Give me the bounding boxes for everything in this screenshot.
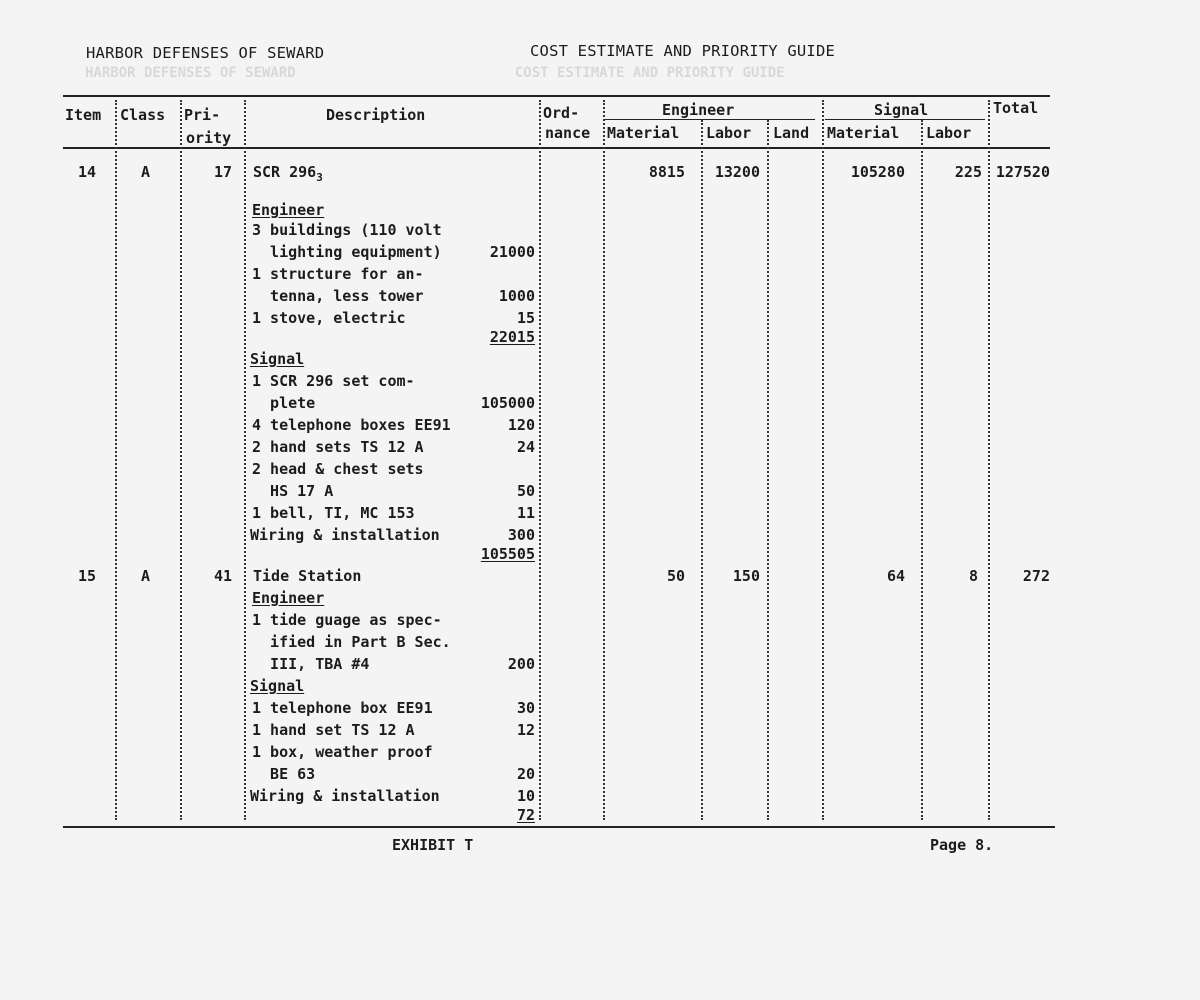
- item14-sig-amount: 50: [516, 482, 535, 500]
- col-sep-ordnance: [603, 100, 605, 820]
- item14-sig-line: plete: [252, 394, 316, 412]
- item15-number: 15: [78, 567, 97, 585]
- table-top-rule: [63, 95, 1050, 97]
- footer-page-number: Page 8.: [930, 836, 994, 854]
- item14-eng-line: 1 stove, electric: [252, 309, 406, 327]
- item15-engineer-heading: Engineer: [252, 589, 325, 607]
- item14-sig-line: 1 bell, TI, MC 153: [252, 504, 415, 522]
- item14-eng-amount: 1000: [498, 287, 535, 305]
- item15-sig-line: 1 box, weather proof: [252, 743, 433, 761]
- item15-class: A: [141, 567, 151, 585]
- engineer-sub-rule: [605, 119, 815, 120]
- col-priority-2: ority: [186, 129, 232, 147]
- item14-eng-labor: 13200: [714, 163, 760, 181]
- item15-eng-material: 50: [666, 567, 685, 585]
- signal-sub-rule: [825, 119, 985, 120]
- table-bottom-rule: [63, 826, 1055, 828]
- col-sig-labor: Labor: [926, 124, 972, 142]
- item14-total: 127520: [995, 163, 1050, 181]
- col-sep-priority: [244, 100, 246, 820]
- item15-eng-amount: 200: [507, 655, 535, 673]
- header-right-title: COST ESTIMATE AND PRIORITY GUIDE: [530, 42, 836, 60]
- col-description: Description: [326, 106, 426, 124]
- item14-title-subscript: 3: [316, 171, 323, 184]
- item15-signal-heading: Signal: [250, 677, 305, 695]
- col-item: Item: [65, 106, 102, 124]
- item14-eng-line: 3 buildings (110 volt: [252, 221, 442, 239]
- item14-eng-material: 8815: [648, 163, 685, 181]
- item14-eng-line: lighting equipment): [252, 243, 442, 261]
- item14-sig-amount: 300: [507, 526, 535, 544]
- item14-eng-amount: 15: [516, 309, 535, 327]
- table-header-rule: [63, 147, 1050, 149]
- col-signal: Signal: [874, 101, 929, 119]
- col-sig-material: Material: [827, 124, 900, 142]
- item14-number: 14: [78, 163, 97, 181]
- col-engineer: Engineer: [662, 101, 735, 119]
- item14-title: SCR $296_3$: [253, 163, 323, 184]
- item14-sig-labor: 225: [954, 163, 982, 181]
- item14-sig-material: 105280: [850, 163, 905, 181]
- col-sep-eng-land: [822, 100, 824, 820]
- header-left-title: HARBOR DEFENSES OF SEWARD: [86, 44, 325, 62]
- item14-sig-line: Wiring & installation: [250, 526, 440, 544]
- item14-signal-heading: Signal: [250, 350, 305, 368]
- col-ordnance-2: nance: [545, 124, 591, 142]
- item14-engineer-heading: Engineer: [252, 201, 325, 219]
- col-class: Class: [120, 106, 166, 124]
- item14-eng-amount: 21000: [489, 243, 535, 261]
- footer-exhibit: EXHIBIT T: [392, 836, 474, 854]
- col-eng-labor: Labor: [706, 124, 752, 142]
- item14-sig-line: 1 SCR 296 set com-: [252, 372, 415, 390]
- item14-sig-line: HS 17 A: [252, 482, 334, 500]
- item15-eng-line: III, TBA #4: [252, 655, 370, 673]
- item15-sig-material: 64: [886, 567, 905, 585]
- col-sep-eng-labor: [767, 120, 769, 820]
- item15-sig-amount: 20: [516, 765, 535, 783]
- item15-priority: 41: [214, 567, 233, 585]
- col-eng-material: Material: [607, 124, 680, 142]
- col-sep-sig-material: [921, 120, 923, 820]
- col-total: Total: [993, 99, 1039, 117]
- item14-sig-line: 2 head & chest sets: [252, 460, 424, 478]
- col-sep-description: [539, 100, 541, 820]
- col-sep-item: [115, 100, 117, 820]
- item14-sig-line: 2 hand sets TS 12 A: [252, 438, 424, 456]
- item14-sig-amount: 11: [516, 504, 535, 522]
- item15-eng-line: ified in Part B Sec.: [252, 633, 451, 651]
- item14-sig-line: 4 telephone boxes EE91: [252, 416, 451, 434]
- item14-sig-subtotal: 105505: [480, 545, 535, 563]
- item15-sig-line: Wiring & installation: [250, 787, 440, 805]
- item15-sig-amount: 30: [516, 699, 535, 717]
- col-sep-eng-material: [701, 120, 703, 820]
- item15-sig-line: BE 63: [252, 765, 316, 783]
- item14-eng-line: 1 structure for an-: [252, 265, 424, 283]
- col-eng-land: Land: [773, 124, 810, 142]
- bleed-through-header: HARBOR DEFENSES OF SEWARD COST ESTIMATE AND PRIORITY GUIDE: [85, 65, 785, 81]
- item14-sig-amount: 105000: [480, 394, 535, 412]
- item14-sig-amount: 24: [516, 438, 535, 456]
- col-sep-sig-labor: [988, 100, 990, 820]
- item15-sig-amount: 10: [516, 787, 535, 805]
- item15-eng-line: 1 tide guage as spec-: [252, 611, 442, 629]
- col-sep-class: [180, 100, 182, 820]
- item15-eng-labor: 150: [732, 567, 760, 585]
- col-ordnance-1: Ord-: [543, 104, 580, 122]
- item15-sig-line: 1 hand set TS 12 A: [252, 721, 415, 739]
- item14-class: A: [141, 163, 151, 181]
- item15-sig-line: 1 telephone box EE91: [252, 699, 433, 717]
- col-priority-1: Pri-: [184, 106, 221, 124]
- item15-sig-labor: 8: [968, 567, 978, 585]
- item15-total: 272: [1022, 567, 1050, 585]
- item15-sig-amount: 12: [516, 721, 535, 739]
- item14-sig-amount: 120: [507, 416, 535, 434]
- item14-priority: 17: [214, 163, 233, 181]
- item15-sig-subtotal: 72: [516, 806, 535, 824]
- item14-eng-line: tenna, less tower: [252, 287, 424, 305]
- item15-title: Tide Station: [253, 567, 362, 585]
- item14-eng-subtotal: 22015: [489, 328, 535, 346]
